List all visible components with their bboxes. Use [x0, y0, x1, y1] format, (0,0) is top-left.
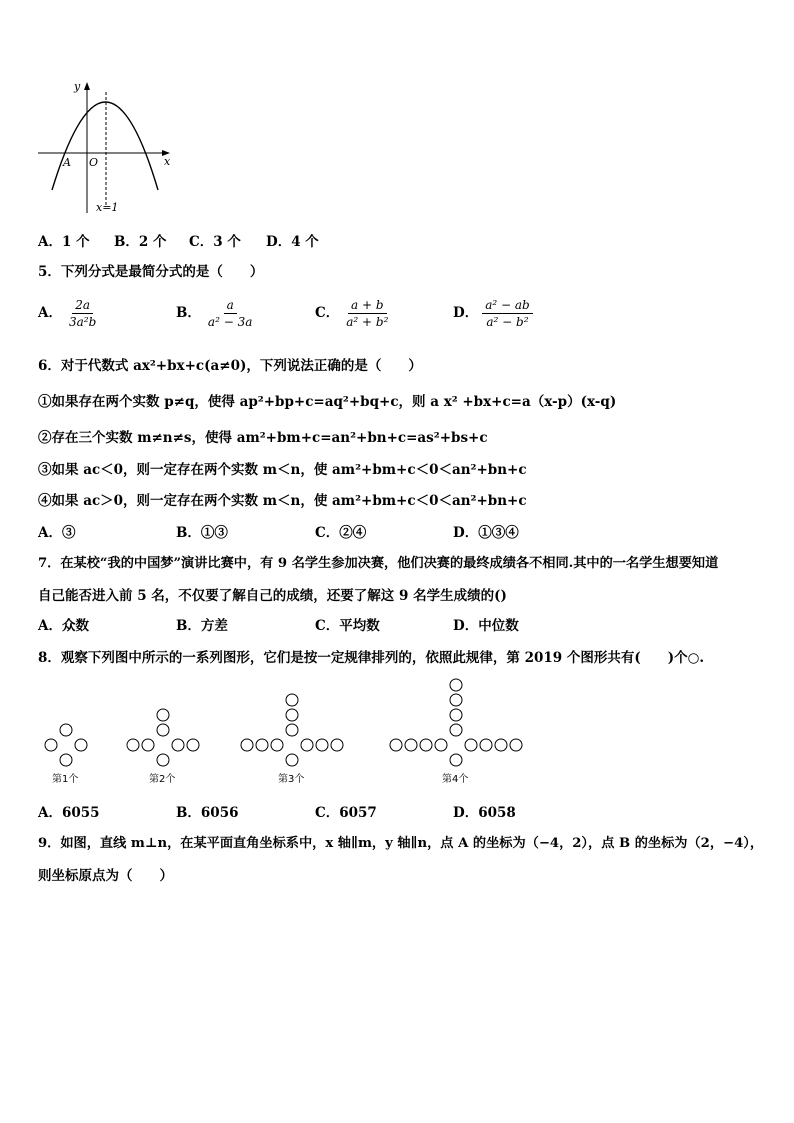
q8-option-a[interactable]: A．6055	[38, 805, 100, 821]
q7-option-c[interactable]: C．平均数	[315, 618, 380, 634]
q8-option-b[interactable]: B．6056	[176, 805, 239, 821]
q5-option-b-num: a	[224, 298, 237, 314]
figure-4-circle	[465, 739, 477, 751]
q7-stem-line2: 自己能否进入前 5 名，不仅要了解自己的成绩，还要了解这 9 名学生成绩的()	[38, 588, 507, 604]
figure-4-circle	[450, 694, 462, 706]
figure-4-circle	[510, 739, 522, 751]
figure-2-label: 第2个	[149, 774, 176, 785]
figure-3-circle	[286, 694, 298, 706]
y-axis-label: y	[74, 80, 81, 93]
q9-stem-line2: 则坐标原点为（ ）	[38, 868, 173, 884]
figure-4-circle	[405, 739, 417, 751]
figure-4-circle	[480, 739, 492, 751]
q5-option-d-fraction	[482, 298, 532, 329]
q6-statement-3: ③如果 ac＜0，则一定存在两个实数 m＜n，使 am²+bm+c＜0＜an²+bn+c	[38, 462, 527, 478]
figure-3-circle	[286, 724, 298, 736]
figure-2-circle	[142, 739, 154, 751]
figure-2-circle	[157, 724, 169, 736]
q5-option-d[interactable]	[453, 298, 533, 329]
circle-pattern-figures	[30, 670, 550, 790]
q5-option-b-letter: B．	[176, 305, 201, 321]
figure-2-circle	[127, 739, 139, 751]
q4-option-b[interactable]: B．2 个	[114, 234, 167, 250]
figure-1-circle	[45, 739, 57, 751]
figure-4-circle	[435, 739, 447, 751]
q7-stem-line1: 7．在某校“我的中国梦”演讲比赛中，有 9 名学生参加决赛，他们决赛的最终成绩各不相同.其中的一名学生想要知道	[38, 556, 719, 571]
figure-3-circle	[241, 739, 253, 751]
q5-option-d-num: a² − ab	[482, 298, 532, 314]
q7-option-a[interactable]: A．众数	[38, 618, 89, 634]
q6-option-a[interactable]: A．③	[38, 525, 76, 541]
q8-option-d[interactable]: D．6058	[453, 805, 516, 821]
figure-3-label: 第3个	[278, 774, 305, 785]
q4-option-d[interactable]: D．4 个	[266, 234, 319, 250]
q5-option-c-den: a² + b²	[346, 315, 389, 329]
figure-3-circle	[256, 739, 268, 751]
figure-2-circle	[157, 709, 169, 721]
q5-option-c-num: a + b	[348, 298, 387, 314]
figure-1-label: 第1个	[52, 774, 79, 785]
q8-figures	[30, 670, 550, 790]
figure-3-circle	[331, 739, 343, 751]
figure-1-circle	[60, 754, 72, 766]
q6-statement-1: ①如果存在两个实数 p≠q，使得 ap²+bp+c=aq²+bq+c，则 a x² +bx+c=a（x-p）(x-q)	[38, 394, 617, 410]
x-axis-label: x	[164, 155, 171, 168]
figure-3-circle	[271, 739, 283, 751]
q5-option-a[interactable]	[38, 298, 99, 329]
q5-option-c[interactable]	[315, 298, 391, 329]
figure-2-circle	[172, 739, 184, 751]
q5-option-b-den: a² − 3a	[207, 315, 253, 329]
q6-option-b[interactable]: B．①③	[176, 525, 228, 541]
q5-option-d-letter: D．	[453, 305, 479, 321]
figure-1-circle	[60, 724, 72, 736]
q5-option-a-fraction	[66, 298, 99, 329]
q4-option-a[interactable]: A．1 个	[38, 234, 90, 250]
figure-4-circle	[420, 739, 432, 751]
q7-option-b[interactable]: B．方差	[176, 618, 228, 634]
q8-option-c[interactable]: C．6057	[315, 805, 377, 821]
origin-label: O	[89, 156, 99, 169]
q5-option-d-den: a² − b²	[486, 315, 529, 329]
figure-4-circle	[450, 679, 462, 691]
figure-4-circle	[450, 754, 462, 766]
q5-option-a-den: 3a²b	[68, 315, 97, 329]
figure-2-circle	[187, 739, 199, 751]
figure-3-circle	[301, 739, 313, 751]
figure-3-circle	[286, 754, 298, 766]
q7-option-d[interactable]: D．中位数	[453, 618, 519, 634]
q5-option-b-fraction	[205, 298, 255, 329]
figure-4-circle	[450, 709, 462, 721]
parabola-graph	[30, 78, 180, 218]
q4-option-c[interactable]: C．3 个	[189, 234, 241, 250]
q6-statement-2: ②存在三个实数 m≠n≠s，使得 am²+bm+c=an²+bn+c=as²+bs+c	[38, 430, 488, 446]
q6-option-c[interactable]: C．②④	[315, 525, 367, 541]
q6-statement-4: ④如果 ac＞0，则一定存在两个实数 m＜n，使 am²+bm+c＜0＜an²+bn+c	[38, 493, 527, 509]
q5-option-c-letter: C．	[315, 305, 340, 321]
figure-3-circle	[316, 739, 328, 751]
symmetry-axis-label: x=1	[96, 201, 119, 214]
figure-4-label: 第4个	[442, 774, 469, 785]
figure-4-circle	[390, 739, 402, 751]
q9-stem-line1: 9．如图，直线 m⊥n，在某平面直角坐标系中，x 轴∥m，y 轴∥n，点 A 的坐标为（−4，2），点 B 的坐标为（2，−4），	[38, 836, 764, 851]
figure-3-circle	[286, 709, 298, 721]
q5-option-a-num: 2a	[72, 298, 93, 314]
q5-option-c-fraction	[343, 298, 391, 329]
q8-stem: 8．观察下列图中所示的一系列图形，它们是按一定规律排列的，依照此规律，第 2019 个图形共有( )个○.	[38, 650, 705, 666]
figure-4-circle	[450, 724, 462, 736]
figure-2-circle	[157, 754, 169, 766]
q5-option-a-letter: A．	[38, 305, 62, 321]
q6-option-d[interactable]: D．①③④	[453, 525, 519, 541]
figure-4-circle	[495, 739, 507, 751]
point-a-label: A	[63, 156, 71, 169]
figure-1-circle	[75, 739, 87, 751]
q5-stem: 5．下列分式是最简分式的是（ ）	[38, 264, 264, 280]
q5-option-b[interactable]	[176, 298, 255, 329]
q6-stem: 6．对于代数式 ax²+bx+c(a≠0)，下列说法正确的是（ ）	[38, 358, 422, 374]
